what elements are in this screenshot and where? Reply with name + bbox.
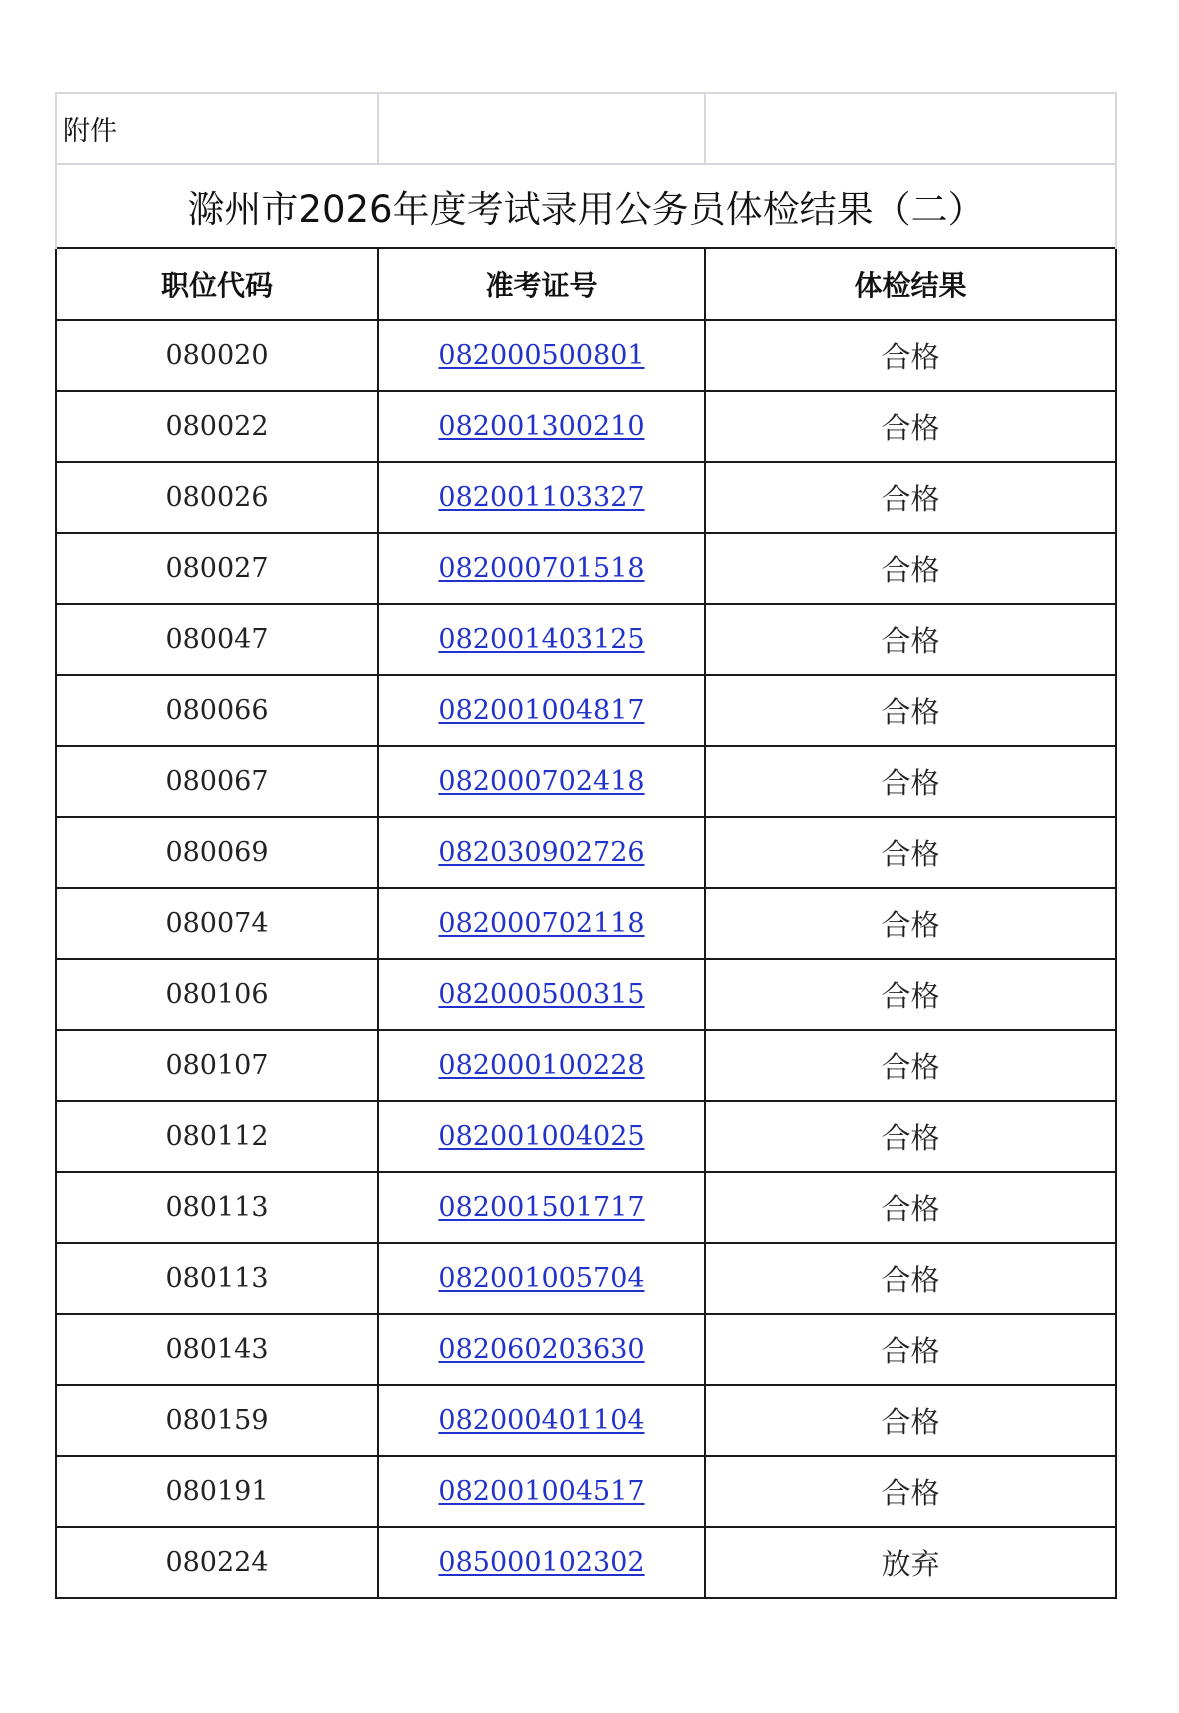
- result-cell: 合格: [705, 1101, 1116, 1172]
- result-cell: 合格: [705, 1030, 1116, 1101]
- position-code-cell: 080113: [56, 1243, 378, 1314]
- result-cell: 放弃: [705, 1527, 1116, 1598]
- result-cell: 合格: [705, 320, 1116, 391]
- position-code-cell: 080113: [56, 1172, 378, 1243]
- table-row: [56, 1314, 1116, 1385]
- result-cell: 合格: [705, 675, 1116, 746]
- ticket-number-cell: [378, 320, 705, 391]
- ticket-number-cell: [378, 959, 705, 1030]
- ticket-number-link[interactable]: 082001501717: [438, 1192, 645, 1223]
- ticket-number-cell: [378, 888, 705, 959]
- ticket-number-cell: [378, 1385, 705, 1456]
- result-cell: 合格: [705, 746, 1116, 817]
- ticket-number-link[interactable]: 082000701518: [438, 553, 645, 584]
- ticket-number-link[interactable]: 082000500801: [438, 340, 645, 371]
- table-row: [56, 533, 1116, 604]
- result-cell: 合格: [705, 1172, 1116, 1243]
- table-row: [56, 888, 1116, 959]
- table-row: [56, 604, 1116, 675]
- table-row: [56, 1243, 1116, 1314]
- position-code-cell: 080022: [56, 391, 378, 462]
- ticket-number-link[interactable]: 082000401104: [438, 1405, 645, 1436]
- ticket-number-link[interactable]: 082060203630: [438, 1334, 645, 1365]
- table-row: [56, 1385, 1116, 1456]
- position-code-cell: 080069: [56, 817, 378, 888]
- position-code-cell: 080066: [56, 675, 378, 746]
- position-code-cell: 080027: [56, 533, 378, 604]
- result-cell: 合格: [705, 604, 1116, 675]
- position-code-cell: 080159: [56, 1385, 378, 1456]
- ticket-number-cell: [378, 462, 705, 533]
- table-row: [56, 746, 1116, 817]
- ticket-number-link[interactable]: 082001103327: [438, 482, 645, 513]
- ticket-number-cell: [378, 817, 705, 888]
- ticket-number-link[interactable]: 082001004517: [438, 1476, 645, 1507]
- empty-cell: [705, 93, 1116, 164]
- ticket-number-link[interactable]: 082001004817: [438, 695, 645, 726]
- position-code-cell: 080047: [56, 604, 378, 675]
- header-row: [56, 248, 1116, 320]
- ticket-number-cell: [378, 1030, 705, 1101]
- ticket-number-cell: [378, 1314, 705, 1385]
- result-cell: 合格: [705, 959, 1116, 1030]
- empty-cell: [378, 93, 705, 164]
- table-row: [56, 1456, 1116, 1527]
- position-code-cell: 080106: [56, 959, 378, 1030]
- result-cell: 合格: [705, 1243, 1116, 1314]
- column-header-ticket-number: 准考证号: [378, 248, 705, 320]
- table-row: [56, 1030, 1116, 1101]
- table-row: [56, 462, 1116, 533]
- ticket-number-link[interactable]: 082001403125: [438, 624, 645, 655]
- table-row: [56, 320, 1116, 391]
- ticket-number-link[interactable]: 082001300210: [438, 411, 645, 442]
- ticket-number-cell: [378, 746, 705, 817]
- result-cell: 合格: [705, 462, 1116, 533]
- ticket-number-cell: [378, 675, 705, 746]
- position-code-cell: 080074: [56, 888, 378, 959]
- position-code-cell: 080224: [56, 1527, 378, 1598]
- table-row: [56, 1172, 1116, 1243]
- result-cell: 合格: [705, 391, 1116, 462]
- ticket-number-link[interactable]: 082000702418: [438, 766, 645, 797]
- ticket-number-link[interactable]: 082000500315: [438, 979, 645, 1010]
- ticket-number-link[interactable]: 082001004025: [438, 1121, 645, 1152]
- position-code-cell: 080067: [56, 746, 378, 817]
- position-code-cell: 080107: [56, 1030, 378, 1101]
- table-row: [56, 675, 1116, 746]
- table-row: [56, 959, 1116, 1030]
- table-row: [56, 391, 1116, 462]
- document-title: 滁州市2026年度考试录用公务员体检结果（二）: [56, 164, 1116, 248]
- ticket-number-cell: [378, 391, 705, 462]
- results-table: [55, 92, 1117, 1599]
- ticket-number-link[interactable]: 082000100228: [438, 1050, 645, 1081]
- table-row: [56, 1527, 1116, 1598]
- position-code-cell: 080020: [56, 320, 378, 391]
- table-row: [56, 1101, 1116, 1172]
- result-cell: 合格: [705, 817, 1116, 888]
- position-code-cell: 080026: [56, 462, 378, 533]
- attachment-row: [56, 93, 1116, 164]
- ticket-number-cell: [378, 1456, 705, 1527]
- ticket-number-cell: [378, 533, 705, 604]
- result-cell: 合格: [705, 1314, 1116, 1385]
- position-code-cell: 080191: [56, 1456, 378, 1527]
- ticket-number-cell: [378, 1527, 705, 1598]
- position-code-cell: 080143: [56, 1314, 378, 1385]
- ticket-number-link[interactable]: 082001005704: [438, 1263, 645, 1294]
- ticket-number-cell: [378, 604, 705, 675]
- attachment-label: 附件: [56, 93, 378, 164]
- result-cell: 合格: [705, 1385, 1116, 1456]
- result-cell: 合格: [705, 1456, 1116, 1527]
- column-header-position-code: 职位代码: [56, 248, 378, 320]
- table-row: [56, 817, 1116, 888]
- ticket-number-link[interactable]: 082030902726: [438, 837, 645, 868]
- result-cell: 合格: [705, 888, 1116, 959]
- result-cell: 合格: [705, 533, 1116, 604]
- ticket-number-cell: [378, 1101, 705, 1172]
- ticket-number-link[interactable]: 085000102302: [438, 1547, 645, 1578]
- ticket-number-cell: [378, 1172, 705, 1243]
- title-row: [56, 164, 1116, 248]
- ticket-number-cell: [378, 1243, 705, 1314]
- position-code-cell: 080112: [56, 1101, 378, 1172]
- ticket-number-link[interactable]: 082000702118: [438, 908, 645, 939]
- column-header-result: 体检结果: [705, 248, 1116, 320]
